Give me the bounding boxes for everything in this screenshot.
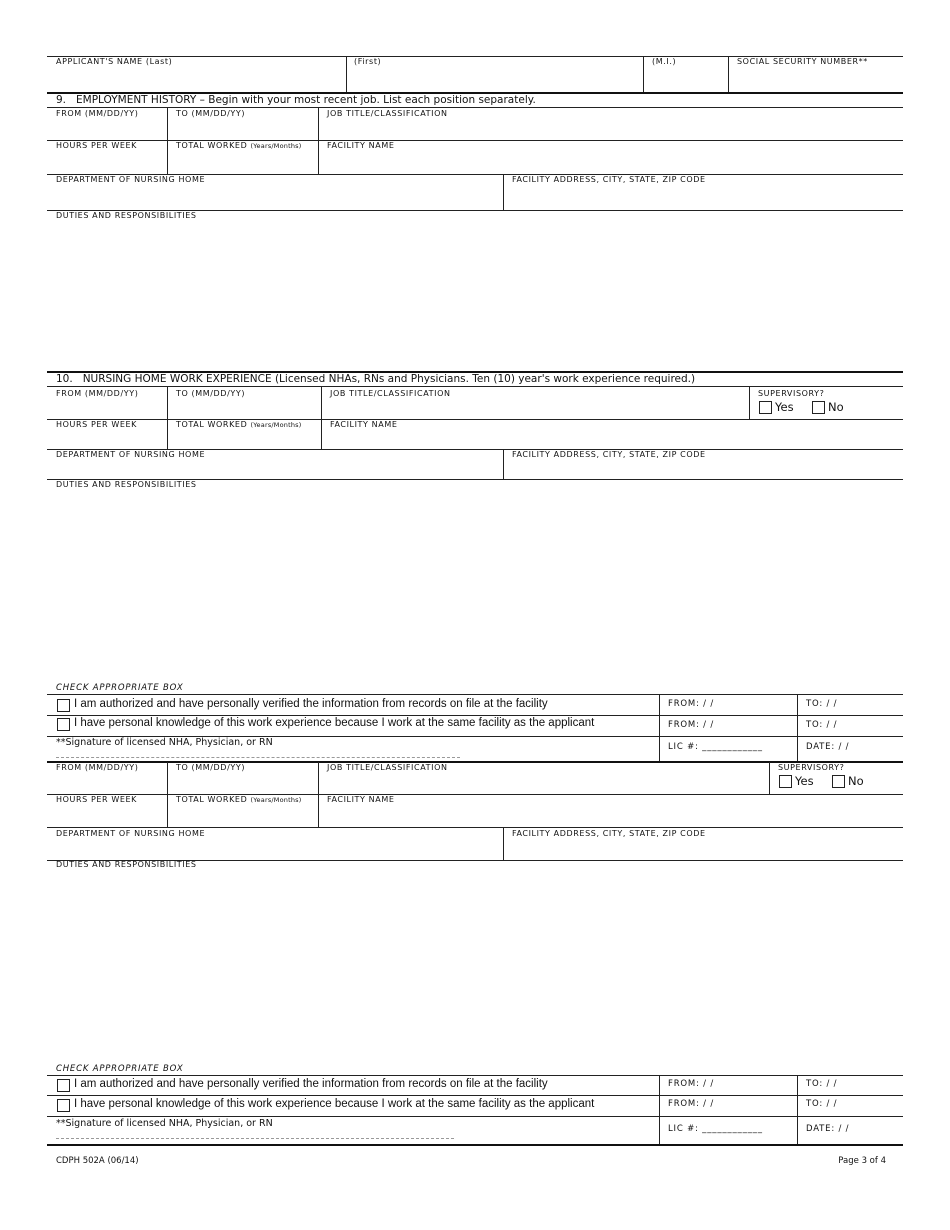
- section-9-title: EMPLOYMENT HISTORY – Begin with your most recent job. List each position separately.: [76, 94, 536, 106]
- applicant-last-name-field[interactable]: [48, 68, 345, 90]
- s10a-to-field[interactable]: [168, 400, 320, 418]
- v1-from-2[interactable]: FROM: / /: [668, 720, 715, 730]
- s9-job-title-label: JOB TITLE/CLASSIFICATION: [327, 109, 448, 118]
- s9-address-field[interactable]: [504, 186, 902, 208]
- s10b-address-label: FACILITY ADDRESS, CITY, STATE, ZIP CODE: [512, 829, 706, 838]
- s10a-total-worked-field[interactable]: [168, 431, 320, 448]
- s10b-total-worked-label: [176, 795, 302, 805]
- s10a-supervisory-no-checkbox[interactable]: [812, 401, 825, 414]
- s10a-to-label: TO (MM/DD/YY): [176, 389, 246, 398]
- applicant-last-name-label: APPLICANT'S NAME (Last): [56, 57, 173, 66]
- s10a-department-field[interactable]: [48, 461, 502, 478]
- v1-knowledge-statement: I have personal knowledge of this work experience because I work at the same facility as the applicant: [74, 717, 595, 729]
- s10b-address-field[interactable]: [504, 840, 902, 858]
- s9-from-field[interactable]: [48, 120, 166, 139]
- v2-lic-number[interactable]: LIC #: ____________: [668, 1124, 763, 1134]
- s9-hours-label: HOURS PER WEEK: [56, 141, 137, 150]
- s10b-duties-field[interactable]: [48, 872, 902, 1060]
- v2-authorized-statement: I am authorized and have personally verified the information from records on file at the facility: [74, 1078, 548, 1090]
- s10a-supervisory-label: SUPERVISORY?: [758, 389, 825, 398]
- s9-from-label: FROM (MM/DD/YY): [56, 109, 139, 118]
- v2-date[interactable]: DATE: / /: [806, 1124, 850, 1134]
- s10b-total-worked-field[interactable]: [168, 806, 317, 826]
- v1-from-1[interactable]: FROM: / /: [668, 699, 715, 709]
- s9-total-worked-field[interactable]: [168, 152, 317, 172]
- v1-authorized-checkbox[interactable]: [57, 699, 70, 712]
- s10a-supervisory-no-label: No: [828, 400, 844, 414]
- s9-facility-name-field[interactable]: [319, 152, 902, 172]
- v1-authorized-statement: I am authorized and have personally verified the information from records on file at the facility: [74, 698, 548, 710]
- s10b-hours-label: HOURS PER WEEK: [56, 795, 137, 804]
- s10a-facility-name-field[interactable]: [322, 431, 902, 448]
- applicant-mi-field[interactable]: [644, 68, 727, 90]
- v2-signature-line[interactable]: [56, 1138, 454, 1139]
- section-10-number: 10.: [56, 373, 73, 385]
- s10b-job-title-field[interactable]: [319, 774, 768, 793]
- v2-from-2[interactable]: FROM: / /: [668, 1099, 715, 1109]
- s9-department-label: DEPARTMENT OF NURSING HOME: [56, 175, 206, 184]
- s9-hours-field[interactable]: [48, 152, 166, 172]
- s10a-total-worked-unit: (Years/Months): [250, 421, 302, 429]
- s10b-supervisory-label: SUPERVISORY?: [778, 763, 845, 772]
- ssn-label: SOCIAL SECURITY NUMBER**: [737, 57, 868, 66]
- s9-total-worked-label: [176, 141, 302, 151]
- v1-signature-label: **Signature of licensed NHA, Physician, or RN: [56, 737, 273, 748]
- s9-duties-label: DUTIES AND RESPONSIBILITIES: [56, 211, 197, 220]
- s10b-job-title-label: JOB TITLE/CLASSIFICATION: [327, 763, 448, 772]
- v1-lic-number[interactable]: LIC #: ____________: [668, 742, 763, 752]
- s10a-hours-label: HOURS PER WEEK: [56, 420, 137, 429]
- s10a-total-worked-text: TOTAL WORKED: [176, 420, 248, 429]
- section-10-heading: [56, 373, 695, 386]
- s10a-duties-label: DUTIES AND RESPONSIBILITIES: [56, 480, 197, 489]
- v2-knowledge-checkbox[interactable]: [57, 1099, 70, 1112]
- section-9-number: 9.: [56, 94, 67, 106]
- s9-total-worked-unit: (Years/Months): [250, 142, 302, 150]
- s9-total-worked-text: TOTAL WORKED: [176, 141, 248, 150]
- applicant-mi-label: (M.I.): [652, 57, 677, 66]
- s10a-address-field[interactable]: [504, 461, 902, 478]
- s10b-supervisory-yes-label: Yes: [795, 774, 814, 788]
- s9-department-field[interactable]: [48, 186, 502, 208]
- v2-authorized-checkbox[interactable]: [57, 1079, 70, 1092]
- v1-to-1[interactable]: TO: / /: [806, 699, 838, 709]
- s10b-to-label: TO (MM/DD/YY): [176, 763, 246, 772]
- form-id: CDPH 502A (06/14): [56, 1156, 139, 1166]
- s10a-department-label: DEPARTMENT OF NURSING HOME: [56, 450, 206, 459]
- s10b-from-field[interactable]: [48, 774, 166, 793]
- v2-knowledge-statement: I have personal knowledge of this work experience because I work at the same facility as the applicant: [74, 1098, 595, 1110]
- v1-signature-line[interactable]: [56, 757, 460, 758]
- s9-duties-field[interactable]: [48, 223, 902, 368]
- s10b-facility-name-label: FACILITY NAME: [327, 795, 395, 804]
- page-number: Page 3 of 4: [838, 1156, 886, 1166]
- s10b-department-field[interactable]: [48, 840, 502, 858]
- v2-signature-label: **Signature of licensed NHA, Physician, or RN: [56, 1118, 273, 1129]
- section-9-heading: [56, 94, 536, 107]
- section-10-title: NURSING HOME WORK EXPERIENCE (Licensed NHAs, RNs and Physicians. Ten (10) year's work experience required.): [82, 373, 696, 385]
- ssn-field[interactable]: [729, 68, 902, 90]
- s10b-to-field[interactable]: [168, 774, 317, 793]
- s10b-supervisory-no-checkbox[interactable]: [832, 775, 845, 788]
- v2-to-2[interactable]: TO: / /: [806, 1099, 838, 1109]
- s10a-job-title-field[interactable]: [322, 400, 748, 418]
- s10b-duties-label: DUTIES AND RESPONSIBILITIES: [56, 860, 197, 869]
- s10b-department-label: DEPARTMENT OF NURSING HOME: [56, 829, 206, 838]
- v2-to-1[interactable]: TO: / /: [806, 1079, 838, 1089]
- s9-job-title-field[interactable]: [319, 120, 902, 139]
- s10b-facility-name-field[interactable]: [319, 806, 902, 826]
- s10b-supervisory-yes-checkbox[interactable]: [779, 775, 792, 788]
- s10a-supervisory-yes-checkbox[interactable]: [759, 401, 772, 414]
- s10a-address-label: FACILITY ADDRESS, CITY, STATE, ZIP CODE: [512, 450, 706, 459]
- v1-to-2[interactable]: TO: / /: [806, 720, 838, 730]
- s10a-supervisory-yes-label: Yes: [775, 400, 794, 414]
- s10b-total-worked-text: TOTAL WORKED: [176, 795, 248, 804]
- s10a-hours-field[interactable]: [48, 431, 166, 448]
- v2-from-1[interactable]: FROM: / /: [668, 1079, 715, 1089]
- s10a-facility-name-label: FACILITY NAME: [330, 420, 398, 429]
- s10b-hours-field[interactable]: [48, 806, 166, 826]
- s10b-from-label: FROM (MM/DD/YY): [56, 763, 139, 772]
- applicant-first-name-field[interactable]: [347, 68, 642, 90]
- v2-check-label: CHECK APPROPRIATE BOX: [56, 1064, 184, 1074]
- s10a-from-field[interactable]: [48, 400, 166, 418]
- s10b-supervisory-no-label: No: [848, 774, 864, 788]
- applicant-first-name-label: (First): [354, 57, 382, 66]
- s10a-from-label: FROM (MM/DD/YY): [56, 389, 139, 398]
- s10a-total-worked-label: [176, 420, 302, 430]
- s9-to-label: TO (MM/DD/YY): [176, 109, 246, 118]
- s10a-duties-field[interactable]: [48, 492, 902, 680]
- v1-check-label: CHECK APPROPRIATE BOX: [56, 683, 184, 693]
- v1-date[interactable]: DATE: / /: [806, 742, 850, 752]
- s9-to-field[interactable]: [168, 120, 317, 139]
- v1-knowledge-checkbox[interactable]: [57, 718, 70, 731]
- s9-facility-name-label: FACILITY NAME: [327, 141, 395, 150]
- s10b-total-worked-unit: (Years/Months): [250, 796, 302, 804]
- s10a-job-title-label: JOB TITLE/CLASSIFICATION: [330, 389, 451, 398]
- s9-address-label: FACILITY ADDRESS, CITY, STATE, ZIP CODE: [512, 175, 706, 184]
